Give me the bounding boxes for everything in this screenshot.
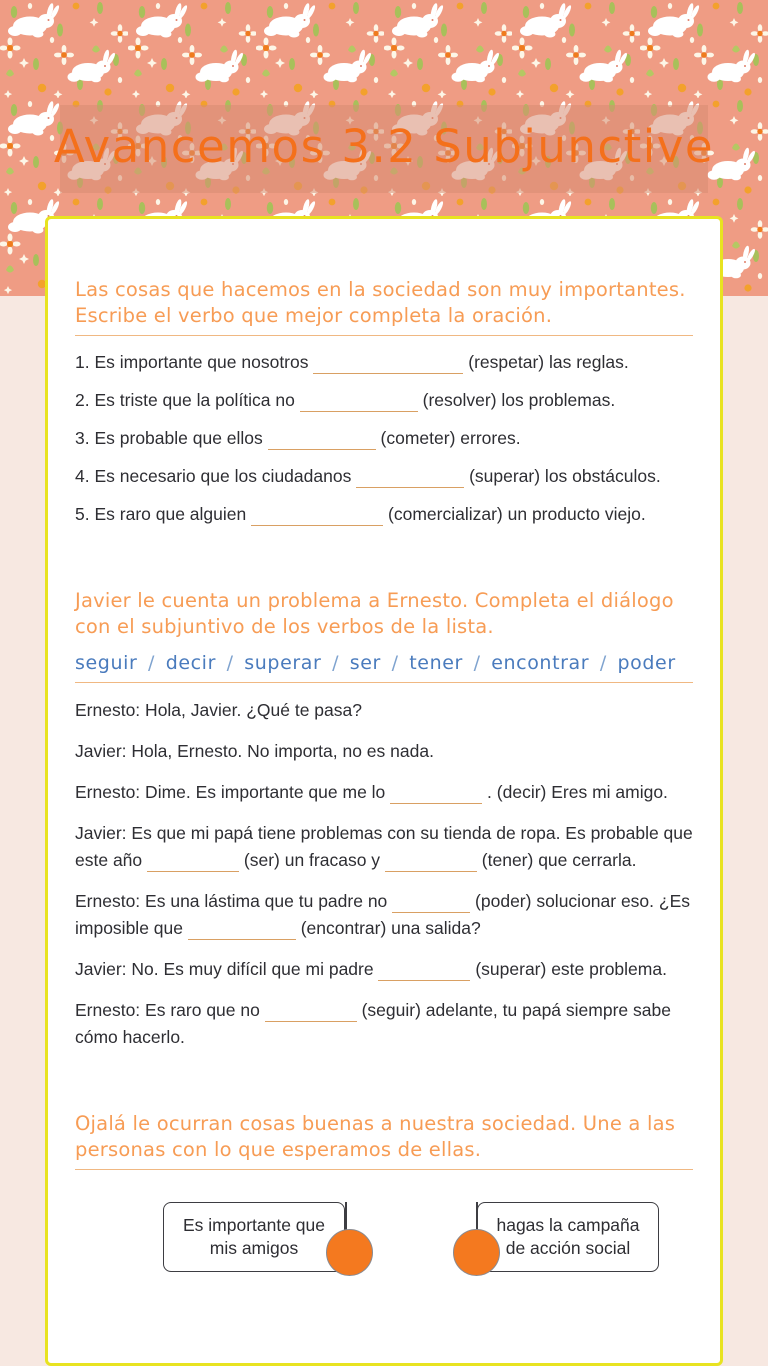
answer-blank-1[interactable] (313, 354, 463, 374)
dialogue-text: (superar) este problema. (475, 959, 667, 979)
question-item (75, 502, 693, 526)
question-item (75, 426, 693, 450)
section-3 (75, 1111, 693, 1312)
left-connector-line (345, 1202, 347, 1230)
dialogue-line (75, 888, 693, 942)
dialogue-text: Hola, Javier. ¿Qué te pasa? (140, 700, 362, 720)
dialogue-speaker: Ernesto: (75, 1000, 141, 1020)
right-connector-line (476, 1202, 478, 1230)
word-bank-item[interactable]: tener (409, 652, 463, 674)
item-text-after: (superar) los obstáculos. (469, 466, 661, 486)
matching-exercise (75, 1192, 693, 1312)
item-text-before: Es necesario que los ciudadanos (94, 466, 352, 486)
match-dot-right[interactable] (453, 1229, 500, 1276)
section-1 (75, 277, 693, 526)
answer-blank-2[interactable] (300, 392, 418, 412)
dialogue-text: Es raro que no (140, 1000, 260, 1020)
dialogue-line (75, 997, 693, 1051)
item-number: 5. (75, 504, 90, 524)
worksheet-card (45, 216, 723, 1366)
item-number: 4. (75, 466, 90, 486)
answer-blank-5[interactable] (251, 506, 383, 526)
page-title: Avancemos 3.2 Subjunctive (53, 120, 715, 173)
section-2-divider (75, 682, 693, 683)
answer-blank-4[interactable] (356, 468, 464, 488)
item-text-after: (respetar) las reglas. (468, 352, 629, 372)
word-bank-item[interactable]: decir (165, 652, 216, 674)
section-1-prompt: Las cosas que hacemos en la sociedad son muy importantes. Escribe el verbo que mejor completa la oración. (75, 278, 686, 327)
word-bank-separator: / (599, 652, 607, 674)
word-bank-item[interactable]: encontrar (491, 652, 590, 674)
dialogue-text: (ser) un fracaso y (243, 850, 381, 870)
word-bank-separator: / (332, 652, 340, 674)
word-bank-separator: / (473, 652, 481, 674)
dialogue-speaker: Javier: (75, 741, 127, 761)
item-number: 1. (75, 352, 90, 372)
dialogue-text: Es que mi papá tiene problemas con su tienda de ropa. Es probable que este año (75, 823, 693, 870)
word-bank (75, 646, 693, 676)
section-3-divider (75, 1169, 693, 1170)
word-bank-item[interactable]: seguir (75, 652, 138, 674)
item-number: 2. (75, 390, 90, 410)
question-item (75, 464, 693, 488)
word-bank-separator: / (391, 652, 399, 674)
item-text-after: (resolver) los problemas. (422, 390, 616, 410)
item-text-before: Es importante que nosotros (94, 352, 309, 372)
dialogue-blank-decir[interactable] (390, 784, 482, 804)
section-3-prompt: Ojalá le ocurran cosas buenas a nuestra sociedad. Une a las personas con lo que esperamos de ellas. (75, 1112, 676, 1161)
dialogue-text: (tener) que cerrarla. (481, 850, 637, 870)
dialogue-blank-tener[interactable] (385, 852, 477, 872)
dialogue-blank-ser[interactable] (147, 852, 239, 872)
dialogue-line (75, 820, 693, 874)
dialogue-speaker: Ernesto: (75, 782, 141, 802)
dialogue-line (75, 697, 693, 724)
dialogue-speaker: Javier: (75, 959, 127, 979)
dialogue-line (75, 779, 693, 806)
dialogue-text: Es una lástima que tu padre no (140, 891, 388, 911)
dialogue-speaker: Ernesto: (75, 891, 141, 911)
word-bank-item[interactable]: superar (244, 652, 322, 674)
dialogue-blank-superar[interactable] (378, 961, 470, 981)
question-item (75, 388, 693, 412)
dialogue-line (75, 738, 693, 765)
word-bank-item[interactable]: ser (349, 652, 381, 674)
dialogue-line (75, 956, 693, 983)
dialogue-blank-seguir[interactable] (265, 1002, 357, 1022)
item-text-before: Es triste que la política no (94, 390, 295, 410)
dialogue-text: Dime. Es importante que me lo (140, 782, 386, 802)
dialogue-text: Hola, Ernesto. No importa, no es nada. (126, 741, 434, 761)
dialogue-text: No. Es muy difícil que mi padre (126, 959, 374, 979)
dialogue-blank-encontrar[interactable] (188, 920, 296, 940)
dialogue-blank-poder[interactable] (392, 893, 470, 913)
word-bank-separator: / (148, 652, 156, 674)
match-dot-left[interactable] (326, 1229, 373, 1276)
item-number: 3. (75, 428, 90, 448)
dialogue-text: . (decir) Eres mi amigo. (487, 782, 668, 802)
item-text-after: (comercializar) un producto viejo. (388, 504, 646, 524)
section-2 (75, 588, 693, 1051)
dialogue-text: (seguir) adelante, tu papá siempre sabe cómo hacerlo. (75, 1000, 671, 1047)
section-2-prompt: Javier le cuenta un problema a Ernesto. Completa el diálogo con el subjuntivo de los verbos de la lista. (75, 589, 674, 638)
dialogue-text: (encontrar) una salida? (300, 918, 481, 938)
match-left-box[interactable]: Es importante que mis amigos (163, 1202, 345, 1272)
dialogue-speaker: Javier: (75, 823, 127, 843)
question-item (75, 350, 693, 374)
answer-blank-3[interactable] (268, 430, 376, 450)
dialogue-text: (poder) solucionar eso. ¿Es imposible que (75, 891, 691, 938)
item-text-after: (cometer) errores. (380, 428, 521, 448)
item-text-before: Es probable que ellos (94, 428, 263, 448)
section-1-divider (75, 335, 693, 336)
word-bank-separator: / (226, 652, 234, 674)
word-bank-item[interactable]: poder (617, 652, 676, 674)
item-text-before: Es raro que alguien (94, 504, 247, 524)
dialogue-speaker: Ernesto: (75, 700, 141, 720)
match-right-box[interactable]: hagas la campaña de acción social (477, 1202, 659, 1272)
